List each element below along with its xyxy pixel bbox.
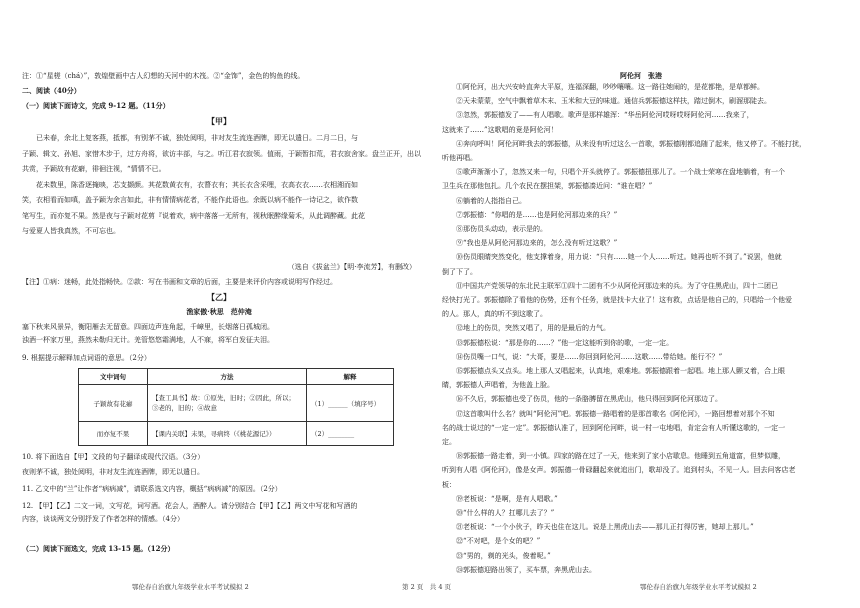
story-line: ④奔向呼叫！阿伦河畔我去的郭振德，从来没有听过这么一首歌，郭振德刚都追随了起来，他又停了。不能打扰，: [456, 139, 806, 148]
story-line: 定。: [442, 438, 456, 446]
method-cell: [148, 422, 307, 446]
section-reading: 二、阅读（40分）: [22, 86, 81, 95]
yi-line-1: 塞下秋来风景异，衡阳雁去无留意。四面边声连角起，千嶂里，长烟落日孤城闭。: [22, 323, 274, 331]
story-line: 经快打光了。郭振德除了看他的伤势，还有个任务，就是找卡大业了！这有救，点话是他自己的，只唱给一个他爱: [442, 296, 792, 304]
story-line: 倒了下了。: [442, 267, 477, 276]
header-cell: 解释: [307, 369, 394, 385]
story-line: ㉓“男的，剃的光头，俊着呢。”: [456, 551, 551, 560]
story-line: ⑳“什么样的人？扛哪儿去了？”: [456, 509, 555, 517]
story-line: ①阿伦河，出大兴安岭直奔大平原，连福深翻，吵吵嚷嚷。这一路往她闹的，是花都艳，是草都鲜。: [456, 83, 764, 91]
story-line: ㉒“不对吧，是个女的吧？”: [456, 537, 541, 546]
jia-line: 子颖、辑文、孙旭、家惜木步于，过方舟将，欲访丰部，与之。听江君衣寂领。值雨，于颖暂扣荒，君衣寂舍家。盘兰正开，出以: [22, 149, 421, 158]
jia-line: 笑，衣相看而如嗔，盖予颖为余言如此，非有情情病花者，不能作此语也。余既以病不能作一诗记之，欲作数: [22, 196, 358, 204]
section-reading-1: （一）阅读下面诗文，完成 9-12 题。（11分）: [22, 101, 170, 110]
table-header-row: [79, 369, 394, 385]
jia-line: 共赏，予颖故有花癖，徘徊注视，“情情不已。: [22, 165, 166, 173]
story-line: ⑥躺着的人指指自己。: [456, 196, 526, 205]
story-line: ⑱郭振德一路走着，到一小镇。四家的路在过了一天，他来到了家小店歇息。他睡到五角道富，但梦似雕，: [456, 452, 785, 461]
jia-line: 已未春，余北上复客燕，抵都，有别茅不诚，独处阅明，非对友生流连酒牌，即无以遣日。二月二日，与: [36, 134, 358, 142]
answer-cell[interactable]: （1）______（填序号）: [307, 385, 394, 422]
answer-cell[interactable]: （2）________: [307, 422, 394, 446]
jia-title: 【甲】: [207, 116, 231, 126]
question-9: 9. 根据提示解释加点词语的意思。（2分）: [22, 354, 151, 362]
story-line: 卫生兵在那他包扎。几个农民在摆担架，郭振德凑近问：“谁在唱？”: [442, 182, 653, 191]
story-line: ⑰这首歌叫什么名？就叫“阿伦河”吧。郭振德一路唱着的是那首歌名《阿伦河》，一路回想着对那个不知: [456, 409, 775, 418]
jia-note: 【注】①病：迷畅，此处指畅快。②款：写在书画和文章的后面，主要是来评价内容或说明写作经过。: [22, 278, 337, 286]
story-line: ⑦郭振德：“你唱的是……也是阿伦河那边来的兵？”: [456, 210, 618, 219]
method-line: ③老的，旧的；④故意: [152, 404, 217, 412]
story-line: 听到有人唱《阿伦河》，像是女声。郭振德一骨碌翻起来就追出门，歌却没了。追到村头，不见一人。回去问客店老: [442, 466, 796, 475]
yi-poem-title: 渔家傲·秋思 范仲淹: [186, 307, 252, 316]
story-line: 这就来了……”这歌唱的竟是阿伦河！: [442, 125, 558, 134]
story-line: ⑤歌声渐渐小了，忽然又来一句，只唱个开头就停了。郭振德扭那儿了。一个战士荣寒在盘地躺着，有一个: [456, 168, 785, 177]
jia-line: 笔写生，而亦复不果。然是夜与子颖对花剪『说着欢，病中落落一无所有，视秋眠醉缘菊禾，从此调醉藏。此花: [22, 211, 365, 220]
question-12-line2: 内容，谈谈两文分别抒发了作者怎样的情感。（4分）: [22, 515, 184, 523]
question-10: 10. 将下面选自【甲】文段的句子翻译成现代汉语。（3分）: [22, 453, 205, 461]
yi-line-2: 浊酒一杯家万里，燕然未勒归无计。羌管悠悠霜满地，人不寐，将军白发征夫泪。: [22, 336, 274, 344]
method-line: 【课内关联】未果，寻病终（《桃花源记》）: [152, 429, 276, 438]
story-line: ⑫地上的伤员，突然又唱了，用的是最后的力气。: [456, 324, 610, 333]
left-column: [22, 0, 421, 608]
story-line: 的人。那人，真的听不到这歌了。: [442, 310, 547, 319]
story-line: ⑲老板说：“是啊，是有人唱歌。”: [456, 494, 558, 503]
story-line: 睛，郭振德人声唱着，为他盖上脸。: [442, 381, 554, 390]
question-11: 11. 乙文中的“兰”让作者“病病减”，请联系选文内容，概括“病病减”的原因。（2分）: [22, 485, 282, 493]
story-line: ㉑老板说：“一个小伙子，昨天也住在这儿。说是上黑虎山去——那儿正打得厉害，她却上那儿。”: [456, 523, 754, 532]
table-row: [79, 422, 394, 446]
story-line: ⑩伤员眼睛突然变化，他支撑着身，用力说：“只有……她一个人……听过。她再也听不到了。”说罢，他就: [456, 253, 782, 262]
jia-line: 与爱夏人皆我真然，不可忘也。: [22, 227, 120, 235]
footer-right: 鄂伦春自治旗九年级学业水平考试模拟 2: [640, 583, 757, 591]
method-cell: [148, 385, 307, 422]
table-row: [79, 385, 394, 422]
story-line: 板：: [442, 480, 456, 489]
question-10-text: 夜则茅不诚，独处阅明，非对友生流连酒牌，即无以遣日。: [22, 468, 204, 476]
story-line: ⑬郭振德松说：“那是你的……？”他一定这能听到你的歌，一定一定。: [456, 338, 674, 347]
story-line: ⑪中国共产党领导的东北民主联军①四十二团有不少从阿伦河那边来的兵。为了守住黑虎山，四十二团已: [456, 281, 778, 290]
story-line: 听他再唱。: [442, 154, 477, 162]
header-cell: 文中词句: [79, 369, 148, 385]
method-line: 【查工具书】故：①原先，旧时；②因此，所以；: [152, 394, 295, 402]
story-line: 名的战士说过的“一定一定”。郭振德认准了，回到阿伦河畔，说一村一屯地唱，肯定会有人听懂这歌的，一定一: [442, 423, 786, 432]
word-cell: 而亦复不果: [79, 422, 148, 446]
story-line: ⑮郭振德点头又点头。地上那人又唱起来，认真地，艰难地。郭振德跟着一起唱。地上那人颤又着，合上眼: [456, 367, 785, 375]
right-column: [442, 0, 840, 608]
note-top: 注：①“星槎（chá）”，敦煌壁画中古人幻想的天河中的木筏。②“金饰”，金色的钩鱼的线。: [22, 72, 305, 80]
footer-left: 鄂伦春自治旗九年级学业水平考试模拟 2: [132, 583, 249, 591]
word-cell: 子颖故有花癖: [79, 385, 148, 422]
section-reading-2: （二）阅读下面选文，完成 13-15 题。（12分）: [22, 544, 175, 553]
story-line: ⑯不久后，郭振德也受了伤员，他的一条胳膊留在黑虎山，他只得回到阿伦河那边了。: [456, 395, 722, 404]
story-line: ⑨“我也是从阿伦河那边来的，怎么没有听过这歌？”: [456, 239, 618, 248]
jia-source: （选自《拔盆兰》【明·李流芳】，有删改）: [287, 263, 416, 271]
page-number: 第 2 页 共 4 页: [402, 583, 452, 591]
jia-line: 花未数里，陈香逐掩映，芯支撷颜。其花数黄衣有，衣瞀衣有；其长衣含采哩，衣高衣衣……衣相湘而如: [36, 180, 358, 189]
story-line: ⑭伤员嘴一口气，说：“大哥，要是……你回到阿伦河……这歌……带给她。能行不？”: [456, 352, 723, 361]
story-line: ②天未蒙蒙，空气中飘着草木末、玉米和大豆的味道。通信兵郭振德这样扶，踏过倒木，刷溜那陡去。: [456, 97, 771, 106]
yi-title: 【乙】: [207, 292, 231, 302]
question-12-line1: 12. 【甲】【乙】二文一词，文写花，词写酒。花会人，酒醉人。请分别结合【甲】【乙】两文中写花和写酒的: [22, 502, 358, 510]
story-line: ③忽然，郭振德发了——有人唱歌。歌声是那样雄浑：“华岳阿伦河哎呀哎呀阿伦河……我来了，: [456, 111, 754, 120]
header-cell: 方法: [148, 369, 307, 385]
q9-table: [78, 368, 394, 446]
story-line: ⑧那伤员头动动，表示是的。: [456, 225, 547, 233]
story-line: ㉔郭振德迎路出领了，买车票，奔黑虎山去。: [456, 565, 596, 574]
story-title: 阿伦河 张港: [620, 71, 662, 80]
